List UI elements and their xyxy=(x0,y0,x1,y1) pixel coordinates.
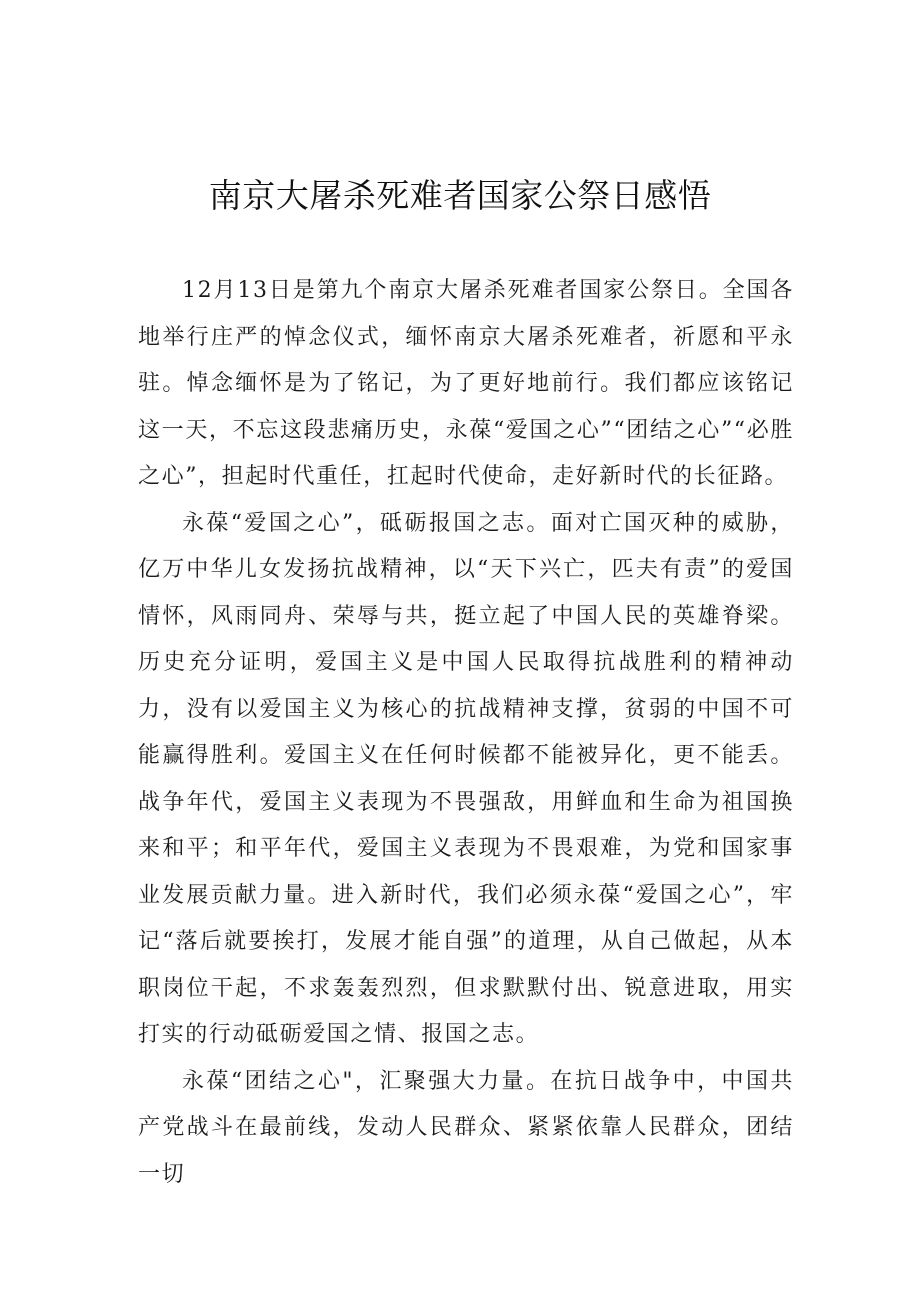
document-title: 南京大屠杀死难者国家公祭日感悟 xyxy=(208,176,712,215)
paragraph-3: 永葆“团结之心"，汇聚强大力量。在抗日战争中，中国共产党战斗在最前线，发动人民群众、紧紧依靠人民群众，团结一切 xyxy=(138,1068,794,1187)
paragraph-2: 永葆“爱国之心”，砥砺报国之志。面对亡国灭种的威胁，亿万中华儿女发扬抗战精神，以“天下兴亡，匹夫有责”的爱国情怀，风雨同舟、荣辱与共，挺立起了中国人民的英雄脊梁。历史充分证明，爱国主义是中国人民取得抗战胜利的精神动力，没有以爱国主义为核心的抗战精神支撑，贫弱的中国不可能赢得胜利。爱国主义在任何时候都不能被异化，更不能丢。战争年代，爱国主义表现为不畏强敌，用鲜血和生命为祖国换来和平；和平年代，爱国主义表现为不畏艰难，为党和国家事业发展贡献力量。进入新时代，我们必须永葆“爱国之心”，牢记“落后就要挨打，发展才能自强”的道理，从自己做起，从本职岗位干起，不求轰轰烈烈，但求默默付出、锐意进取，用实打实的行动砥砺爱国之情、报国之志。 xyxy=(138,510,794,1047)
paragraph-1: 12月13日是第九个南京大屠杀死难者国家公祭日。全国各地举行庄严的悼念仪式，缅怀南京大屠杀死难者，祈愿和平永驻。悼念缅怀是为了铭记，为了更好地前行。我们都应该铭记这一天，不忘这段悲痛历史，永葆“爱国之心”“团结之心”“必胜之心”，担起时代重任，扛起时代使命，走好新时代的长征路。 xyxy=(138,278,794,489)
document-body xyxy=(138,268,794,1198)
